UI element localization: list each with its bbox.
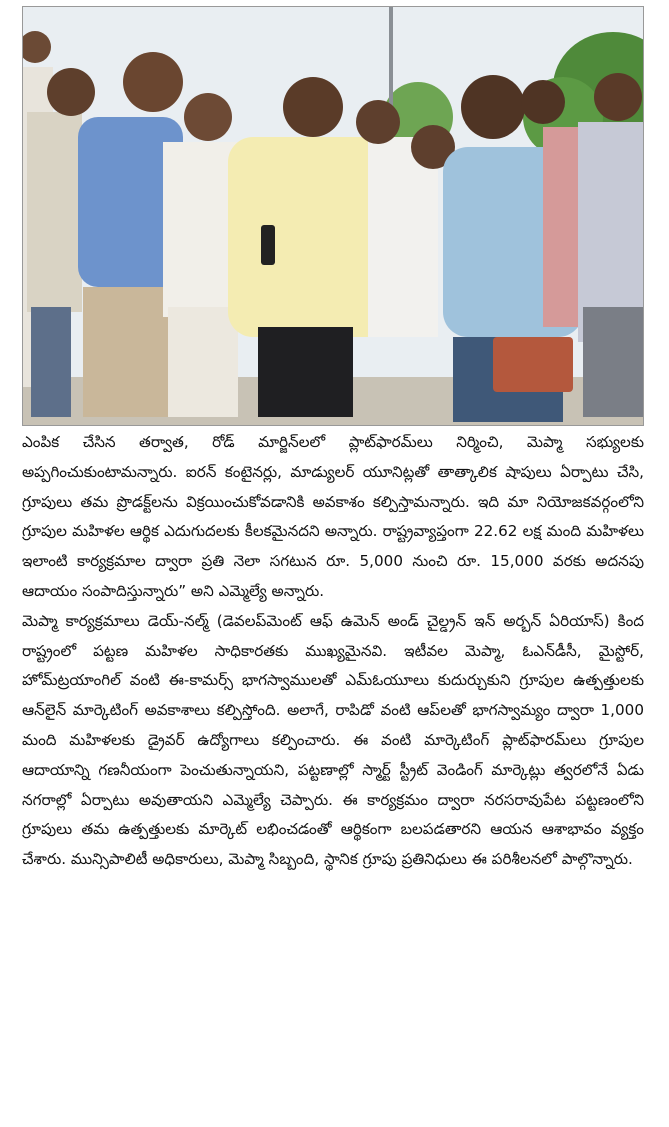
- article-paragraph-2: మెప్మా కార్యక్రమాలు డెయ్-నల్మ్ (డెవలప్‌మెంట్ ఆఫ్ ఉమెన్ అండ్ చైల్డ్రన్ ఇన్ అర్బన్ ఏరియాస్) కింద రాష్ట్రంలో పట్టణ మహిళల సాధికారతకు ముఖ్యమైనవి. ఇటీవల మెప్మా, ఓఎన్‌డీసీ, మైస్టోర్, హోమ్‌ట్రయాంగిల్ వంటి ఈ-కామర్స్ భాగస్వాములతో ఎమ్‌ఓయూలు కుదుర్చుకుని గ్రూపుల ఉత్పత్తులకు ఆన్‌లైన్ మార్కెటింగ్ అవకాశాలు కల్పిస్తోంది. అలాగే, రాపిడో వంటి ఆప్‌లతో భాగస్వామ్యం ద్వారా 1,000 మంది మహిళలకు డ్రైవర్ ఉద్యోగాలు కల్పించారు. ఈ వంటి మార్కెటింగ్ ప్లాట్‌ఫారమ్‌లు గ్రూపుల ఆదాయాన్ని గణనీయంగా పెంచుతున్నాయని, పట్టణాల్లో స్మార్ట్ స్ట్రీట్ వెండింగ్ మార్కెట్లు త్వరలోనే ఏడు నగరాల్లో ఏర్పాటు అవుతాయని ఎమ్మెల్యే చెప్పారు. ఈ కార్యక్రమం ద్వారా నరసరావుపేట పట్టణంలోని గ్రూపులు తమ ఉత్పత్తులకు మార్కెట్ లభించడంతో ఆర్థికంగా బలపడతారని ఆయన ఆశాభావం వ్యక్తం చేశారు. మున్సిపాలిటీ అధికారులు, మెప్మా సిబ్బంది, స్థానిక గ్రూపు ప్రతినిధులు ఈ పరిశీలనలో పాల్గొన్నారు.: [22, 611, 644, 869]
- article-paragraph-1: ఎంపిక చేసిన తర్వాత, రోడ్ మార్జిన్‌లలో ప్లాట్‌ఫారమ్‌లు నిర్మించి, మెప్మా సభ్యులకు అప్పగించుకుంటామన్నారు. ఐరన్ కంటైనర్లు, మాడ్యులర్ యూనిట్లతో తాత్కాలిక షాపులు ఏర్పాటు చేసి, గ్రూపులు తమ ప్రొడక్ట్‌లను విక్రయించుకోవడానికి అవకాశం కల్పిస్తామన్నారు. ఇది మా నియోజకవర్గంలోని గ్రూపుల మహిళల ఆర్థిక ఎదుగుదలకు కీలకమైనదని అన్నారు. రాష్ట్రవ్యాప్తంగా 22.62 లక్ష మంది మహిళలు ఇలాంటి కార్యక్రమాల ద్వారా ప్రతి నెలా సగటున రూ. 5,000 నుంచి రూ. 15,000 వరకు అదనపు ఆదాయం సంపాదిస్తున్నారు” అని ఎమ్మెల్యే అన్నారు.: [22, 433, 644, 600]
- news-photo-illustration: [23, 7, 643, 425]
- news-photo: [22, 6, 644, 426]
- article-body: [22, 428, 644, 875]
